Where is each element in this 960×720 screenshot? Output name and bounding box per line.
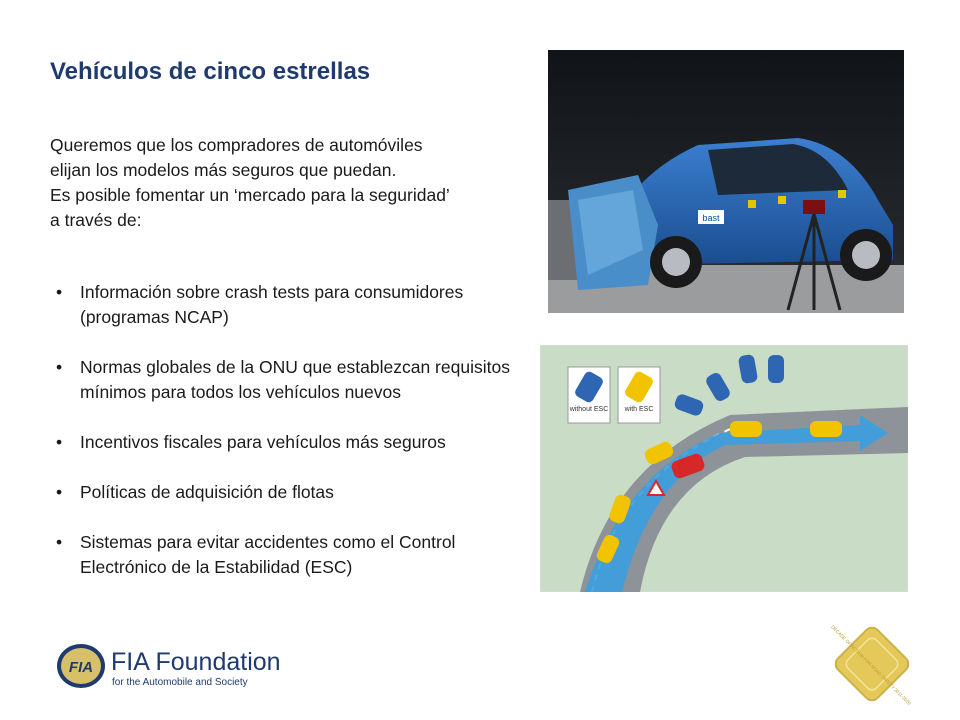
- fia-foundation-tagline: for the Automobile and Society: [112, 677, 248, 688]
- fia-foundation-name: FIA Foundation: [111, 648, 281, 676]
- bullet-item: • Información sobre crash tests para consumidores (programas NCAP): [54, 280, 534, 330]
- legend-with-esc: with ESC: [624, 406, 654, 413]
- intro-line: Es posible fomentar un ‘mercado para la seguridad’: [50, 185, 450, 205]
- intro-line: a través de:: [50, 210, 142, 230]
- intro-paragraph: [50, 133, 570, 233]
- esc-diagram: [540, 345, 908, 592]
- bullet-item: • Normas globales de la ONU que establezcan requisitos mínimos para todos los vehículos nuevos: [54, 355, 534, 405]
- decade-of-action-badge: [828, 620, 916, 708]
- crash-test-photo: [548, 50, 904, 313]
- fia-foundation-logo: [55, 640, 315, 692]
- bast-label: bast: [702, 213, 720, 223]
- bullet-list: [54, 280, 534, 605]
- badge-text: DECADE OF ACTION FOR ROAD SAFETY 2011-2020: [830, 624, 912, 706]
- bullet-item: • Políticas de adquisición de flotas: [54, 480, 534, 505]
- legend-without-esc: without ESC: [569, 406, 609, 413]
- slide-title: Vehículos de cinco estrellas: [50, 58, 371, 85]
- fia-mark: FIA: [68, 659, 94, 676]
- bullet-item: • Sistemas para evitar accidentes como el Control Electrónico de la Estabilidad (ESC): [54, 530, 534, 580]
- bullet-item: • Incentivos fiscales para vehículos más seguros: [54, 430, 534, 455]
- intro-line: elijan los modelos más seguros que puedan.: [50, 160, 397, 180]
- intro-line: Queremos que los compradores de automóviles: [50, 135, 423, 155]
